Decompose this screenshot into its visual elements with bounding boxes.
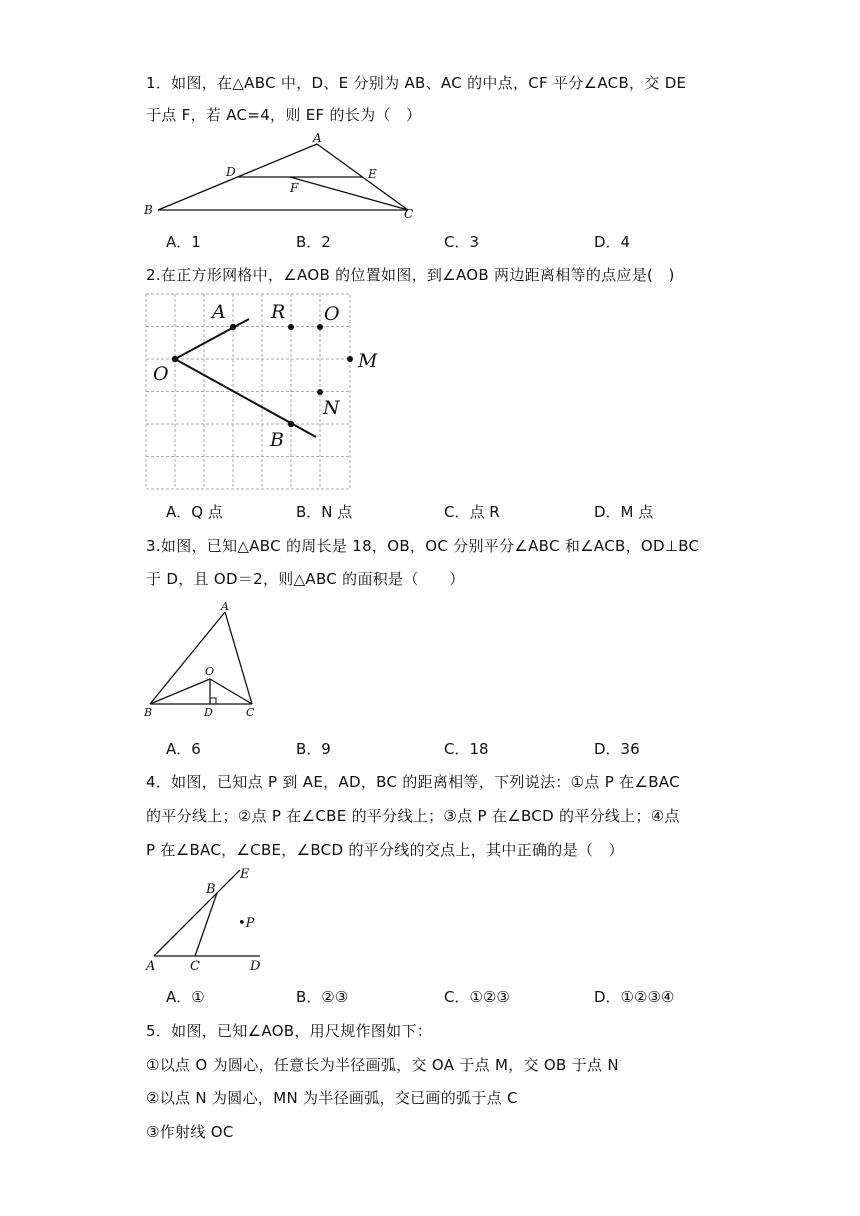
q4-ray-ae (154, 870, 240, 956)
q1-stem-line2: 于点 F，若 AC=4，则 EF 的长为（ ） (146, 106, 422, 124)
q3-label-d: D (204, 706, 213, 719)
q2-grid-figure (140, 288, 390, 493)
q2-label-o-top: O (324, 303, 340, 325)
q2-ray-ob (175, 359, 316, 437)
q2-label-b: B (270, 429, 284, 451)
q3-label-b: B (144, 706, 153, 719)
q4-option-b[interactable]: B．②③ (296, 988, 349, 1006)
q2-point-r (288, 324, 294, 330)
q3-label-a: A (221, 600, 229, 613)
q2-label-n: N (323, 397, 340, 419)
q1-label-c: C (404, 207, 414, 221)
q3-option-d[interactable]: D．36 (594, 740, 640, 758)
q1-option-a[interactable]: A．1 (166, 233, 201, 251)
q1-figure (140, 130, 430, 225)
q2-option-c[interactable]: C．点 R (444, 503, 500, 521)
q5-step3: ③作射线 OC (146, 1123, 234, 1141)
q1-label-b: B (144, 203, 153, 217)
q2-ray-oa (175, 319, 249, 359)
q2-option-d[interactable]: D．M 点 (594, 503, 654, 521)
q3-side-ab (150, 612, 225, 704)
q1-label-a: A (313, 131, 322, 145)
q4-label-d: D (250, 959, 261, 974)
q4-label-c: C (190, 959, 200, 974)
q5-step2: ②以点 N 为圆心，MN 为半径画弧，交已画的弧于点 C (146, 1089, 518, 1107)
q4-figure (140, 862, 280, 977)
q2-point-o (172, 356, 178, 362)
q2-point-o2 (317, 324, 323, 330)
q2-label-m: M (358, 350, 378, 372)
q2-option-b[interactable]: B．N 点 (296, 503, 353, 521)
q2-point-b (288, 421, 294, 427)
q1-stem-line1: 1．如图，在△ABC 中，D、E 分别为 AB、AC 的中点，CF 平分∠ACB，交 DE (146, 74, 687, 92)
q3-right-angle-mark (210, 698, 216, 704)
q4-option-c[interactable]: C．①②③ (444, 988, 510, 1006)
q4-segment-bc (195, 893, 217, 956)
q3-label-c: C (246, 706, 255, 719)
q4-label-e: E (240, 867, 250, 882)
q5-stem-line1: 5．如图，已知∠AOB，用尺规作图如下： (146, 1022, 433, 1040)
q4-label-b: B (206, 882, 216, 897)
q3-label-o: O (205, 665, 215, 678)
q4-stem-line3: P 在∠BAC，∠CBE，∠BCD 的平分线的交点上，其中正确的是（ ） (146, 841, 624, 859)
q2-stem-line1: 2.在正方形网格中，∠AOB 的位置如图，到∠AOB 两边距离相等的点应是( ) (146, 266, 675, 284)
q4-stem-line1: 4．如图，已知点 P 到 AE，AD，BC 的距离相等，下列说法：①点 P 在∠BAC (146, 773, 680, 791)
q2-label-o-vertex: O (153, 363, 169, 385)
q2-option-a[interactable]: A．Q 点 (166, 503, 223, 521)
q2-point-m (347, 356, 353, 362)
q1-label-d: D (226, 165, 236, 179)
q4-label-p: •P (238, 916, 255, 931)
q3-stem-line1: 3.如图，已知△ABC 的周长是 18，OB，OC 分别平分∠ABC 和∠ACB，OD⊥BC (146, 537, 700, 555)
q3-option-b[interactable]: B．9 (296, 740, 331, 758)
q2-point-n (317, 389, 323, 395)
q1-label-e: E (368, 167, 377, 181)
q1-option-d[interactable]: D．4 (594, 233, 631, 251)
q3-segment-ob (150, 679, 210, 704)
q4-option-a[interactable]: A．① (166, 988, 205, 1006)
q4-stem-line2: 的平分线上；②点 P 在∠CBE 的平分线上；③点 P 在∠BCD 的平分线上；④点 (146, 807, 680, 825)
q5-step1: ①以点 O 为圆心，任意长为半径画弧，交 OA 于点 M，交 OB 于点 N (146, 1056, 619, 1074)
q2-label-r: R (271, 301, 286, 323)
q1-option-b[interactable]: B．2 (296, 233, 331, 251)
q3-option-c[interactable]: C．18 (444, 740, 489, 758)
q1-label-f: F (290, 181, 299, 195)
q1-segment-cf (290, 177, 408, 210)
q2-label-a: A (212, 301, 226, 323)
q3-figure (140, 598, 270, 723)
q3-stem-line2: 于 D，且 OD＝2，则△ABC 的面积是（ ） (146, 570, 465, 588)
q1-option-c[interactable]: C．3 (444, 233, 480, 251)
q3-option-a[interactable]: A．6 (166, 740, 201, 758)
q2-point-a (230, 324, 236, 330)
q4-option-d[interactable]: D．①②③④ (594, 988, 675, 1006)
q4-label-a: A (146, 959, 156, 974)
